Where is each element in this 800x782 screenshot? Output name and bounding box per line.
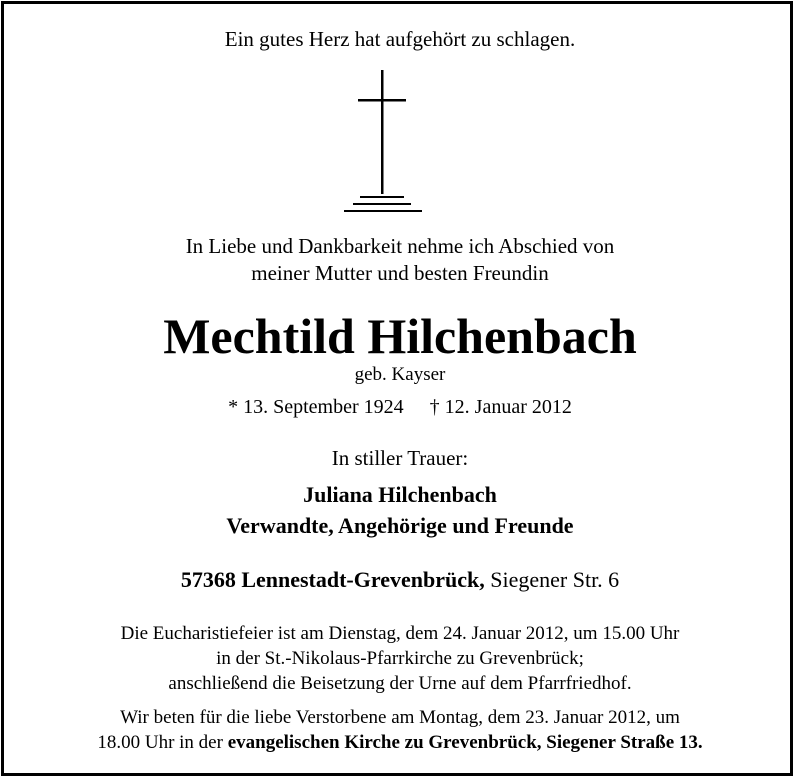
service-line-2: in der St.-Nikolaus-Pfarrkirche zu Grevenbrück; [216,648,584,669]
service-line-1: Die Eucharistiefeier ist am Dienstag, dem 24. Januar 2012, um 15.00 Uhr [120,623,680,644]
death-date: † 12. Januar 2012 [429,396,572,418]
headline: Ein gutes Herz hat aufgehört zu schlagen. [224,27,576,51]
address-street: Siegener Str. 6 [490,567,620,592]
prayer-line-2-prefix: 18.00 Uhr in der [97,732,223,753]
service-line-3: anschließend die Beisetzung der Urne auf dem Pfarrfriedhof. [168,673,632,694]
mourner-1: Juliana Hilchenbach [303,482,497,507]
birth-date: * 13. September 1924 [228,396,404,418]
deceased-name: Mechtild Hilchenbach [163,308,637,364]
prayer-location: evangelischen Kirche zu Grevenbrück, Siegener Straße 13. [227,732,703,753]
intro-line-1: In Liebe und Dankbarkeit nehme ich Abschied von [185,234,615,258]
life-dates [0,396,800,419]
prayer-line-1: Wir beten für die liebe Verstorbene am Montag, dem 23. Januar 2012, um [120,707,680,728]
mourning-intro: In stiller Trauer: [331,446,469,470]
cross-icon [340,66,430,216]
address-city: 57368 Lennestadt-Grevenbrück, [180,567,485,592]
mourner-2: Verwandte, Angehörige und Freunde [226,513,574,538]
address [0,567,800,593]
intro-line-2: meiner Mutter und besten Freundin [251,261,549,285]
prayer-line-2 [0,732,800,754]
maiden-name: geb. Kayser [354,364,446,385]
